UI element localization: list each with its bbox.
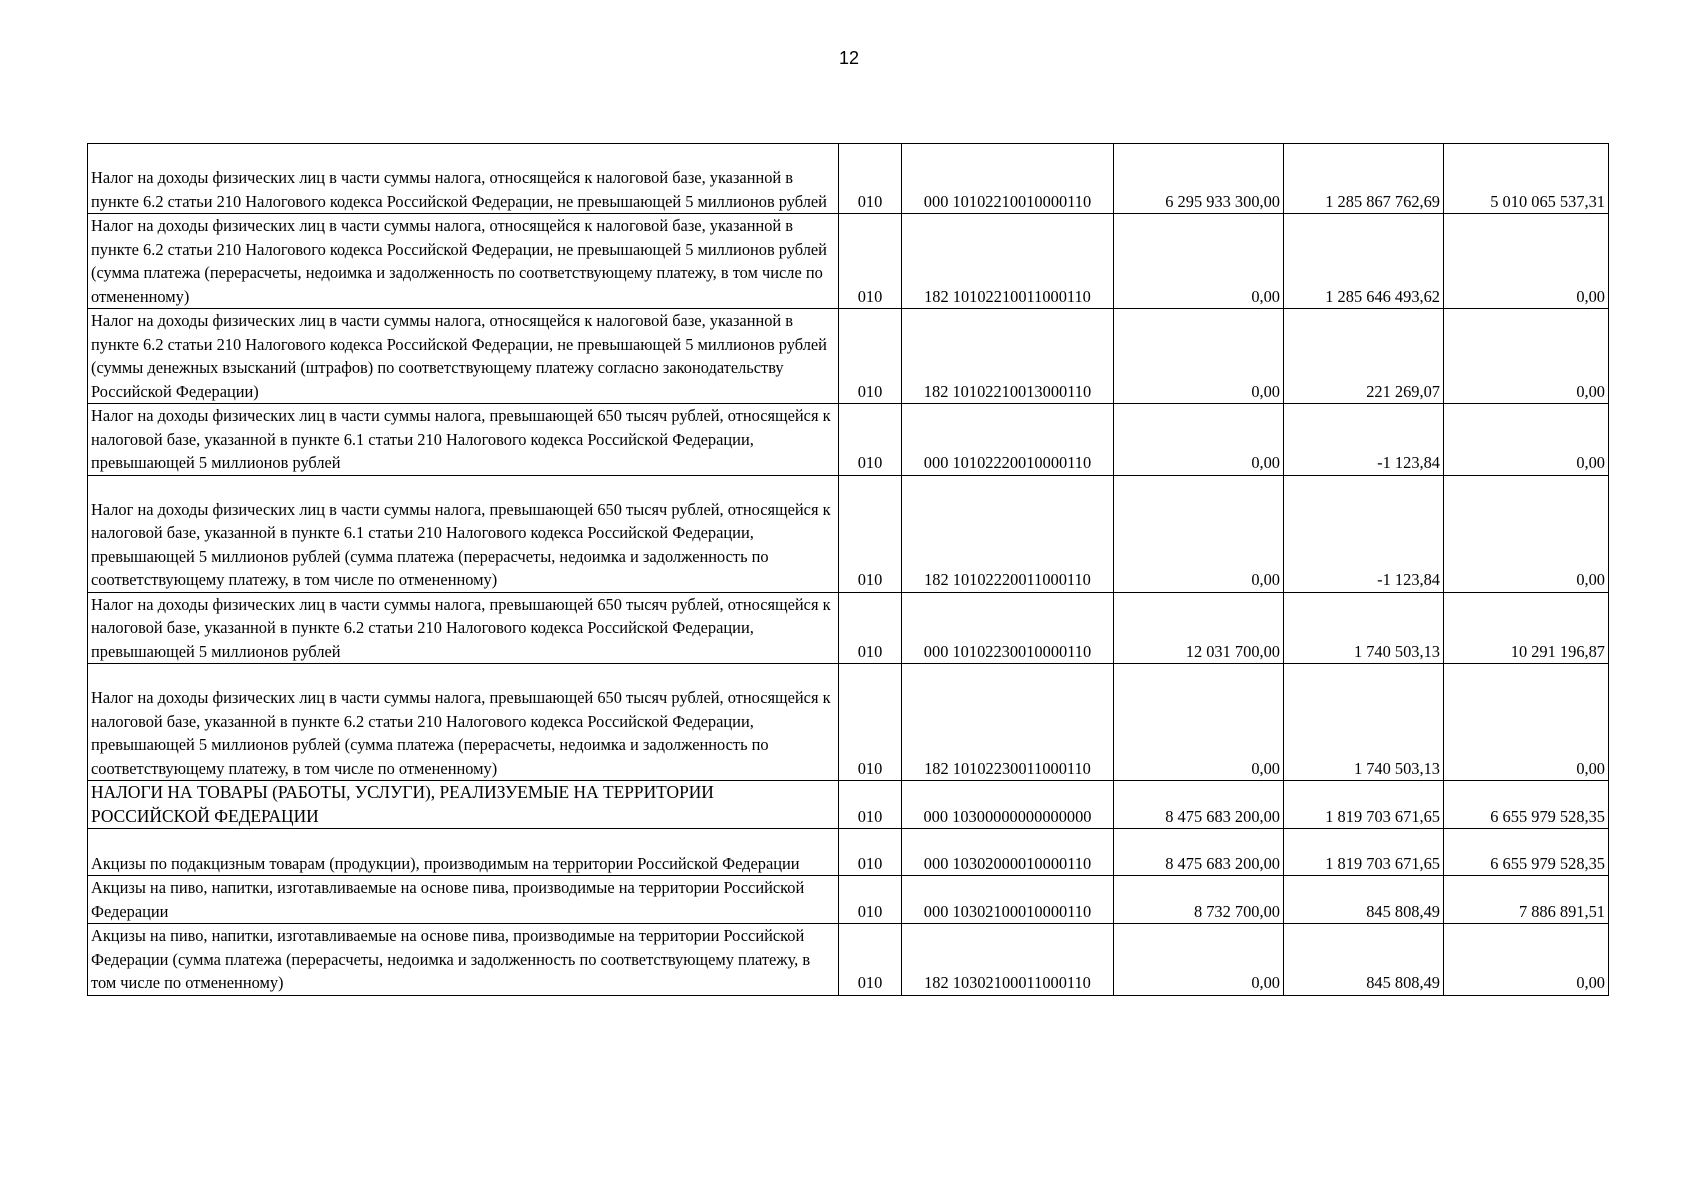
row-approved: 12 031 700,00 — [1114, 592, 1284, 664]
row-budget-code: 182 10102230011000110 — [902, 664, 1114, 781]
row-line-code: 010 — [839, 475, 902, 592]
row-name: Налог на доходы физических лиц в части суммы налога, относящейся к налоговой базе, указанной в пункте 6.2 статьи 210 Налогового кодекса Российской Федерации, не превышающей 5 миллионов рублей (сумма платежа (перерасчеты, недоимка и задолженность по соответствующему платежу, в том числе по отмененному) — [91, 216, 827, 306]
table-row — [88, 781, 1609, 829]
row-approved: 8 475 683 200,00 — [1114, 829, 1284, 876]
row-name-cell — [88, 214, 839, 309]
row-name-cell — [88, 924, 839, 996]
row-unexecuted: 6 655 979 528,35 — [1444, 829, 1609, 876]
row-line-code: 010 — [839, 876, 902, 924]
row-executed: 845 808,49 — [1284, 924, 1444, 996]
row-line-code: 010 — [839, 924, 902, 996]
row-budget-code: 182 10302100011000110 — [902, 924, 1114, 996]
row-line-code: 010 — [839, 829, 902, 876]
row-approved: 0,00 — [1114, 924, 1284, 996]
row-unexecuted: 0,00 — [1444, 214, 1609, 309]
row-approved: 8 732 700,00 — [1114, 876, 1284, 924]
table-row — [88, 664, 1609, 781]
row-budget-code: 000 10102220010000110 — [902, 404, 1114, 476]
row-approved: 0,00 — [1114, 475, 1284, 592]
row-approved: 0,00 — [1114, 664, 1284, 781]
row-name: Акцизы на пиво, напитки, изготавливаемые на основе пива, производимые на территории Российской Федерации (сумма платежа (перерасчеты, недоимка и задолженность по соответствующему платежу, в том числе по отмененному) — [91, 926, 811, 992]
table-row — [88, 592, 1609, 664]
row-executed: 1 740 503,13 — [1284, 664, 1444, 781]
row-budget-code: 182 10102210011000110 — [902, 214, 1114, 309]
row-budget-code: 182 10102220011000110 — [902, 475, 1114, 592]
row-unexecuted: 0,00 — [1444, 924, 1609, 996]
row-unexecuted: 5 010 065 537,31 — [1444, 144, 1609, 214]
row-approved: 0,00 — [1114, 404, 1284, 476]
row-name-cell — [88, 781, 839, 829]
row-line-code: 010 — [839, 404, 902, 476]
row-line-code: 010 — [839, 144, 902, 214]
row-line-code: 010 — [839, 214, 902, 309]
row-unexecuted: 7 886 891,51 — [1444, 876, 1609, 924]
row-executed: 1 285 646 493,62 — [1284, 214, 1444, 309]
row-executed: 1 819 703 671,65 — [1284, 781, 1444, 829]
row-executed: 1 740 503,13 — [1284, 592, 1444, 664]
row-unexecuted: 10 291 196,87 — [1444, 592, 1609, 664]
row-name-cell — [88, 664, 839, 781]
row-name: Налог на доходы физических лиц в части суммы налога, превышающей 650 тысяч рублей, относящейся к налоговой базе, указанной в пункте 6.1 статьи 210 Налогового кодекса Российской Федерации, превышающей 5 миллионов рублей — [91, 406, 831, 472]
row-line-code: 010 — [839, 664, 902, 781]
row-budget-code: 000 10300000000000000 — [902, 781, 1114, 829]
row-name: Акцизы по подакцизным товарам (продукции), производимым на территории Российской Федерации — [91, 853, 800, 873]
row-budget-code: 000 10302000010000110 — [902, 829, 1114, 876]
row-unexecuted: 0,00 — [1444, 475, 1609, 592]
row-name: Налог на доходы физических лиц в части суммы налога, превышающей 650 тысяч рублей, относящейся к налоговой базе, указанной в пункте 6.2 статьи 210 Налогового кодекса Российской Федерации, превышающей 5 миллионов рублей — [91, 594, 831, 661]
row-name-cell — [88, 592, 839, 664]
table-row — [88, 309, 1609, 404]
row-name-cell — [88, 475, 839, 592]
row-executed: -1 123,84 — [1284, 475, 1444, 592]
table-row — [88, 475, 1609, 592]
row-name-cell — [88, 876, 839, 924]
row-unexecuted: 0,00 — [1444, 309, 1609, 404]
row-unexecuted: 0,00 — [1444, 664, 1609, 781]
row-budget-code: 000 10302100010000110 — [902, 876, 1114, 924]
row-line-code: 010 — [839, 592, 902, 664]
row-budget-code: 182 10102210013000110 — [902, 309, 1114, 404]
row-name: Акцизы на пиво, напитки, изготавливаемые на основе пива, производимые на территории Российской Федерации — [91, 878, 805, 921]
income-table — [87, 143, 1609, 996]
row-executed: 1 819 703 671,65 — [1284, 829, 1444, 876]
row-approved: 6 295 933 300,00 — [1114, 144, 1284, 214]
row-unexecuted: 6 655 979 528,35 — [1444, 781, 1609, 829]
row-executed: 845 808,49 — [1284, 876, 1444, 924]
row-name-cell — [88, 144, 839, 214]
row-approved: 0,00 — [1114, 309, 1284, 404]
row-name-cell — [88, 309, 839, 404]
table-row — [88, 144, 1609, 214]
table-row — [88, 829, 1609, 876]
row-executed: 221 269,07 — [1284, 309, 1444, 404]
row-unexecuted: 0,00 — [1444, 404, 1609, 476]
row-name: Налог на доходы физических лиц в части суммы налога, превышающей 650 тысяч рублей, относящейся к налоговой базе, указанной в пункте 6.2 статьи 210 Налогового кодекса Российской Федерации, превышающей 5 миллионов рублей (сумма платежа (перерасчеты, недоимка и задолженность по соответствующему платежу, в том числе по отмененному) — [91, 688, 831, 778]
row-name-cell — [88, 829, 839, 876]
table-row — [88, 876, 1609, 924]
table-row — [88, 924, 1609, 996]
row-name: Налог на доходы физических лиц в части суммы налога, относящейся к налоговой базе, указанной в пункте 6.2 статьи 210 Налогового кодекса Российской Федерации, не превышающей 5 миллионов рублей (суммы денежных взысканий (штрафов) по соответствующему платежу согласно законодательству Российской Федерации) — [91, 311, 827, 401]
row-budget-code: 000 10102230010000110 — [902, 592, 1114, 664]
page-number: 12 — [838, 48, 860, 68]
row-executed: 1 285 867 762,69 — [1284, 144, 1444, 214]
table-row — [88, 214, 1609, 309]
row-line-code: 010 — [839, 309, 902, 404]
row-name: Налог на доходы физических лиц в части суммы налога, превышающей 650 тысяч рублей, относящейся к налоговой базе, указанной в пункте 6.1 статьи 210 Налогового кодекса Российской Федерации, превышающей 5 миллионов рублей (сумма платежа (перерасчеты, недоимка и задолженность по соответствующему платежу, в том числе по отмененному) — [91, 499, 831, 589]
row-name: НАЛОГИ НА ТОВАРЫ (РАБОТЫ, УСЛУГИ), РЕАЛИЗУЕМЫЕ НА ТЕРРИТОРИИ РОССИЙСКОЙ ФЕДЕРАЦИИ — [91, 782, 714, 826]
row-name: Налог на доходы физических лиц в части суммы налога, относящейся к налоговой базе, указанной в пункте 6.2 статьи 210 Налогового кодекса Российской Федерации, не превышающей 5 миллионов рублей — [91, 168, 827, 211]
row-line-code: 010 — [839, 781, 902, 829]
table-row — [88, 404, 1609, 476]
row-approved: 8 475 683 200,00 — [1114, 781, 1284, 829]
row-executed: -1 123,84 — [1284, 404, 1444, 476]
row-approved: 0,00 — [1114, 214, 1284, 309]
row-name-cell — [88, 404, 839, 476]
row-budget-code: 000 10102210010000110 — [902, 144, 1114, 214]
